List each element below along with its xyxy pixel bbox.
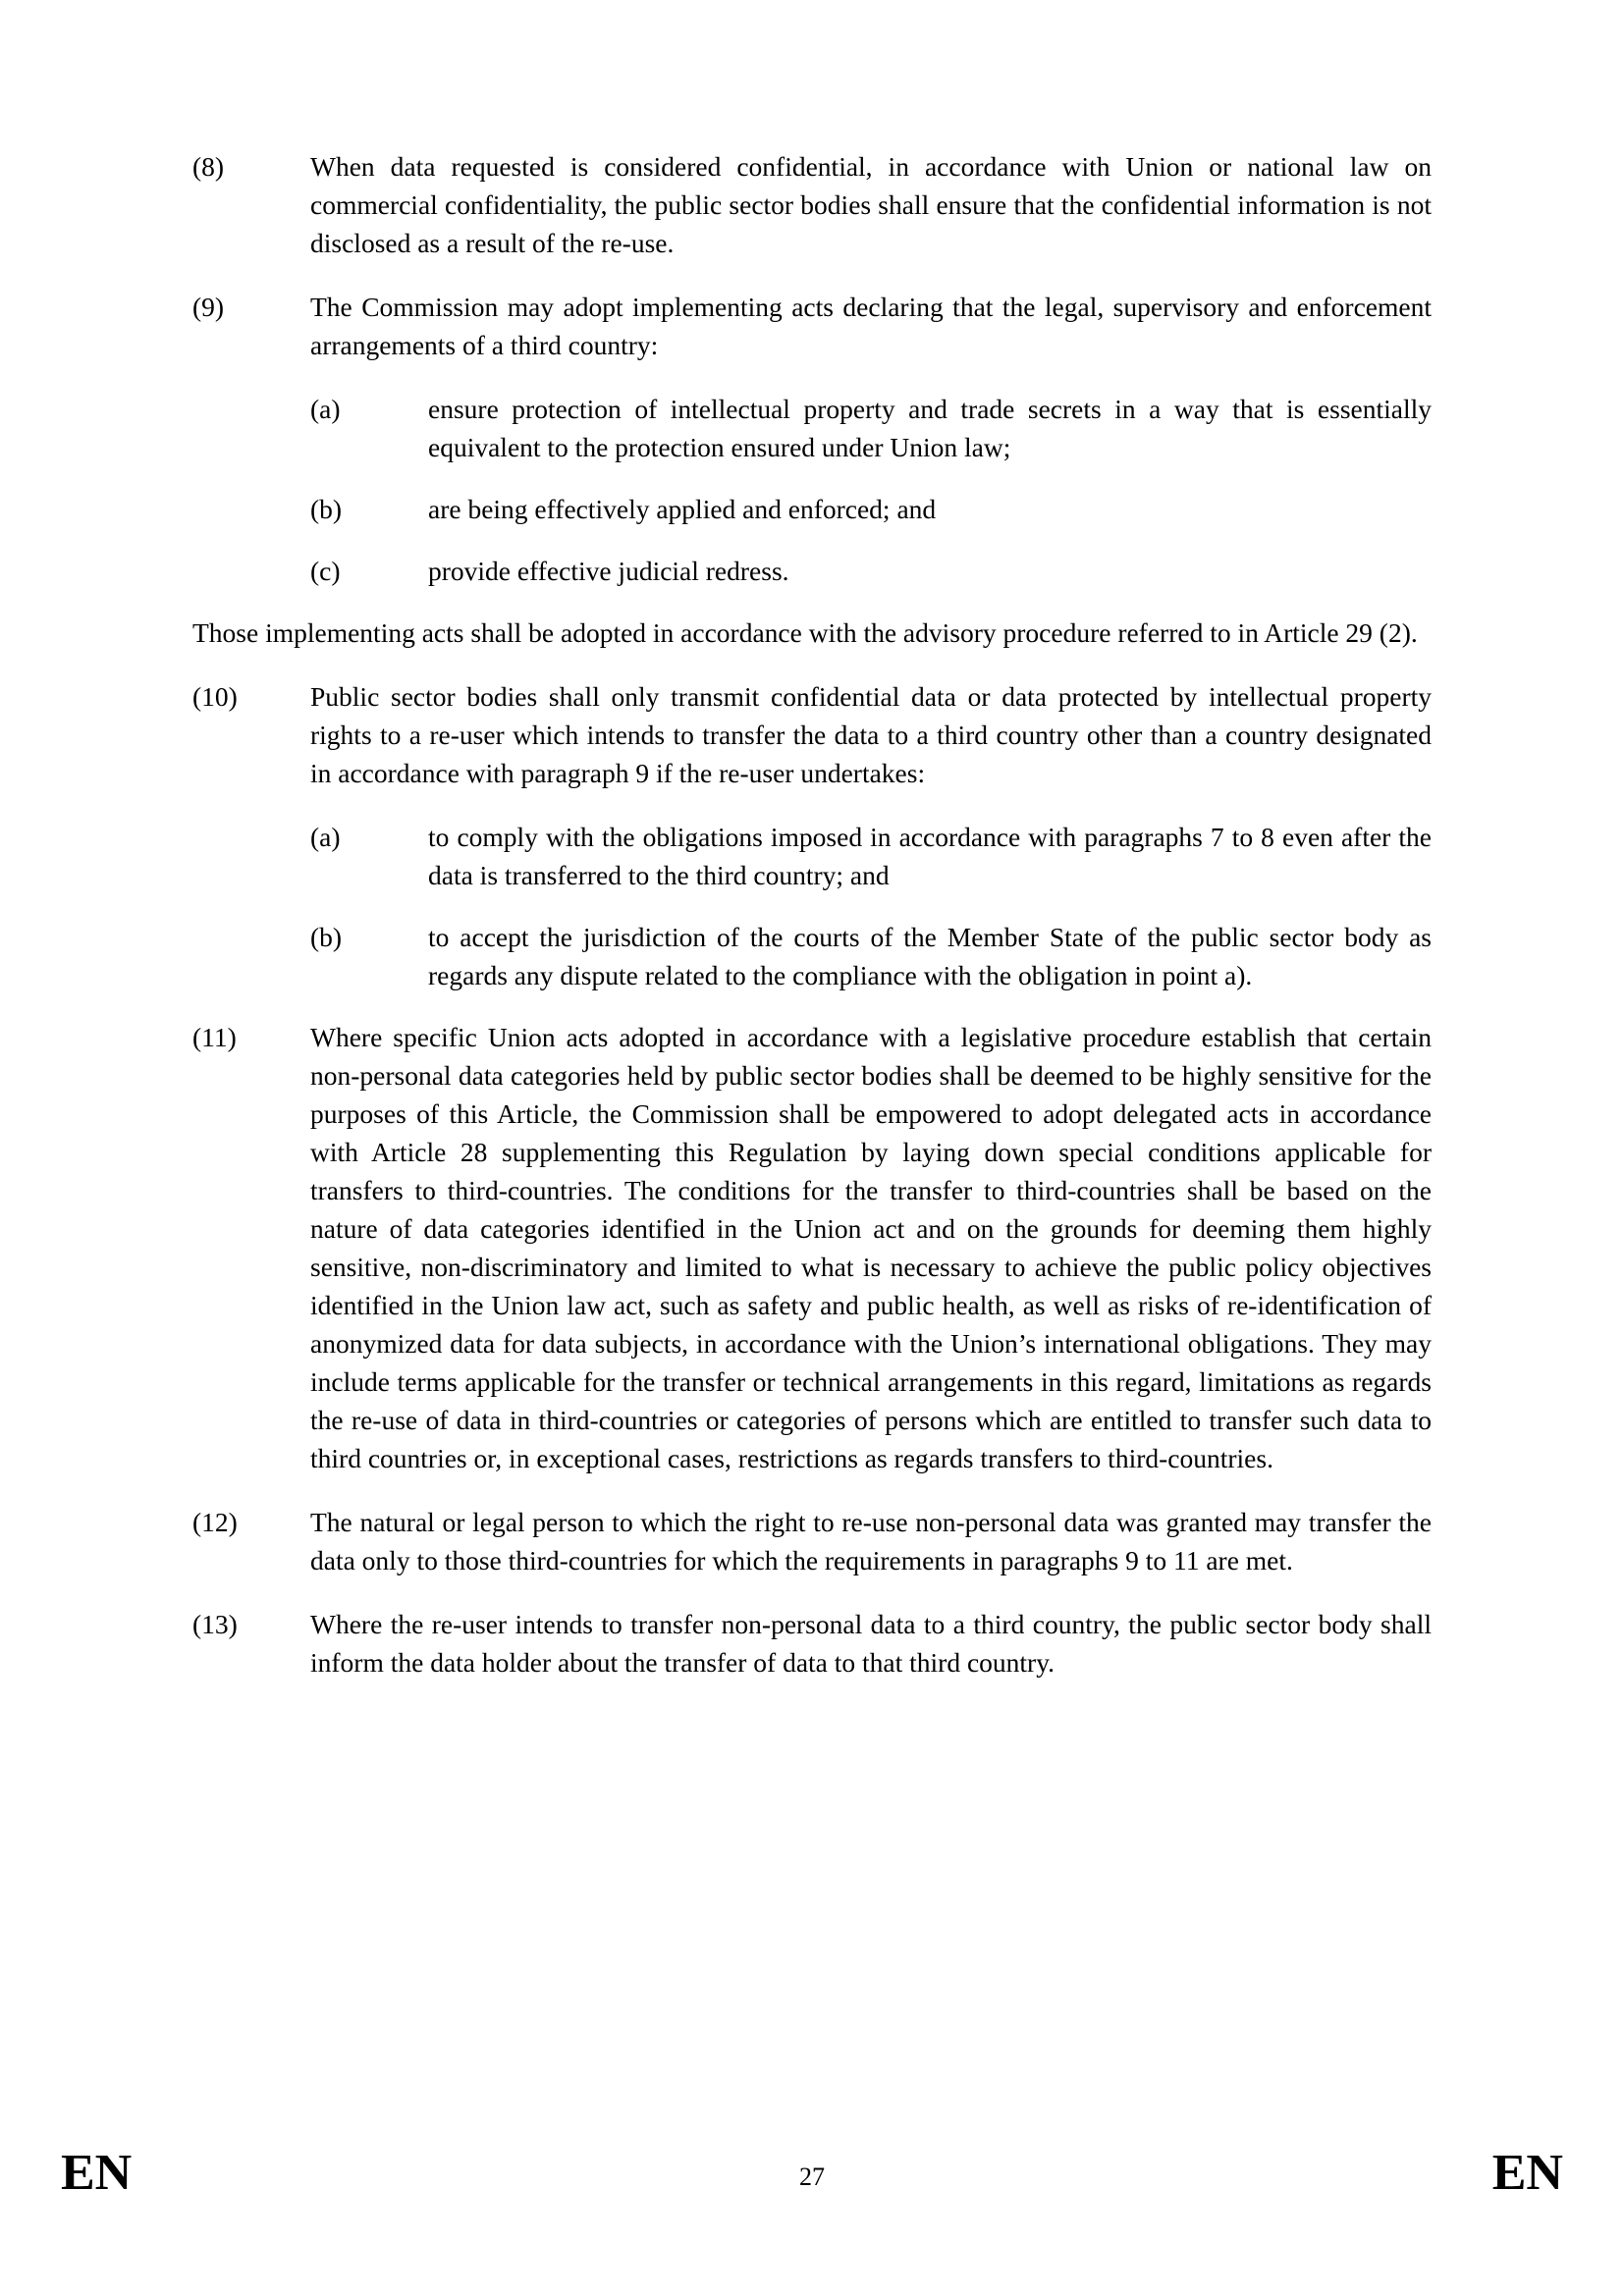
paragraph-9-subpoint-a [310,390,1432,466]
paragraph-10-marker: (10) [192,681,238,712]
paragraph-12-text: The natural or legal person to which the right to re-use non-personal data was granted may transfer the data only to those third-countries for which the requirements in paragraphs 9 to 11 are met. [310,1507,1432,1575]
paragraph-8 [192,147,1432,262]
paragraph-11-marker: (11) [192,1022,237,1052]
subpoint-b-text: to accept the jurisdiction of the courts of the Member State of the public sector body as regards any dispute related to the compliance with the obligation in point a). [428,922,1432,990]
subpoint-a-text: to comply with the obligations imposed in accordance with paragraphs 7 to 8 even after the data is transferred to the third country; and [428,822,1432,890]
paragraph-10-text: Public sector bodies shall only transmit confidential data or data protected by intellectual property rights to a re-user which intends to transfer the data to a third country other than a country designated in accordance with paragraph 9 if the re-user undertakes: [310,681,1432,788]
page-footer [0,2143,1624,2202]
paragraph-11 [192,1018,1432,1477]
paragraph-10-subpoints [310,818,1432,994]
language-marker-left: EN [61,2145,133,2201]
paragraph-9-subpoints [310,390,1432,590]
subpoint-b-marker: (b) [310,494,343,524]
subpoint-c-text: provide effective judicial redress. [428,556,789,586]
paragraph-12-marker: (12) [192,1507,238,1537]
paragraph-9 [192,288,1432,364]
implementing-acts-paragraph: Those implementing acts shall be adopted in accordance with the advisory procedure referred to in Article 29 (2). [192,617,1418,648]
subpoint-b-text: are being effectively applied and enforced; and [428,494,937,524]
paragraph-9-subpoint-b [310,490,1432,528]
paragraph-13-marker: (13) [192,1609,238,1639]
paragraph-13 [192,1605,1432,1682]
paragraph-8-marker: (8) [192,151,225,182]
paragraph-12 [192,1503,1432,1579]
subpoint-a-marker: (a) [310,822,341,852]
page-number: 27 [799,2163,825,2191]
paragraph-10-subpoint-a [310,818,1432,894]
paragraph-9-text: The Commission may adopt implementing acts declaring that the legal, supervisory and enforcement arrangements of a third country: [310,292,1432,360]
document-body [192,147,1432,1682]
paragraph-10 [192,677,1432,792]
paragraph-13-text: Where the re-user intends to transfer non-personal data to a third country, the public sector body shall inform the data holder about the transfer of data to that third country. [310,1609,1432,1678]
subpoint-a-text: ensure protection of intellectual property and trade secrets in a way that is essentially equivalent to the protection ensured under Union law; [428,394,1432,462]
paragraph-9-subpoint-c [310,552,1432,590]
paragraph-10-subpoint-b [310,918,1432,994]
language-marker-right: EN [1491,2145,1563,2201]
subpoint-b-marker: (b) [310,922,343,952]
subpoint-c-marker: (c) [310,556,341,586]
paragraph-9-marker: (9) [192,292,225,322]
paragraph-11-text: Where specific Union acts adopted in accordance with a legislative procedure establish that certain non-personal data categories held by public sector bodies shall be deemed to be highly sensitive for the purposes of this Article, the Commission shall be empowered to adopt delegated acts in accordance with Article 28 supplementing this Regulation by laying down special conditions applicable for transfers to third-countries. The conditions for the transfer to third-countries shall be based on the nature of data categories identified in the Union act and on the grounds for deeming them highly sensitive, non-discriminatory and limited to what is necessary to achieve the public policy objectives identified in the Union law act, such as safety and public health, as well as risks of re-identification of anonymized data for data subjects, in accordance with the Union’s international obligations. They may include terms applicable for the transfer or technical arrangements in this regard, limitations as regards the re-use of data in third-countries or categories of persons which are entitled to transfer such data to third countries or, in exceptional cases, restrictions as regards transfers to third-countries. [310,1022,1432,1473]
subpoint-a-marker: (a) [310,394,341,424]
paragraph-8-text: When data requested is considered confidential, in accordance with Union or national law on commercial confidentiality, the public sector bodies shall ensure that the confidential information is not disclosed as a result of the re-use. [310,151,1432,258]
